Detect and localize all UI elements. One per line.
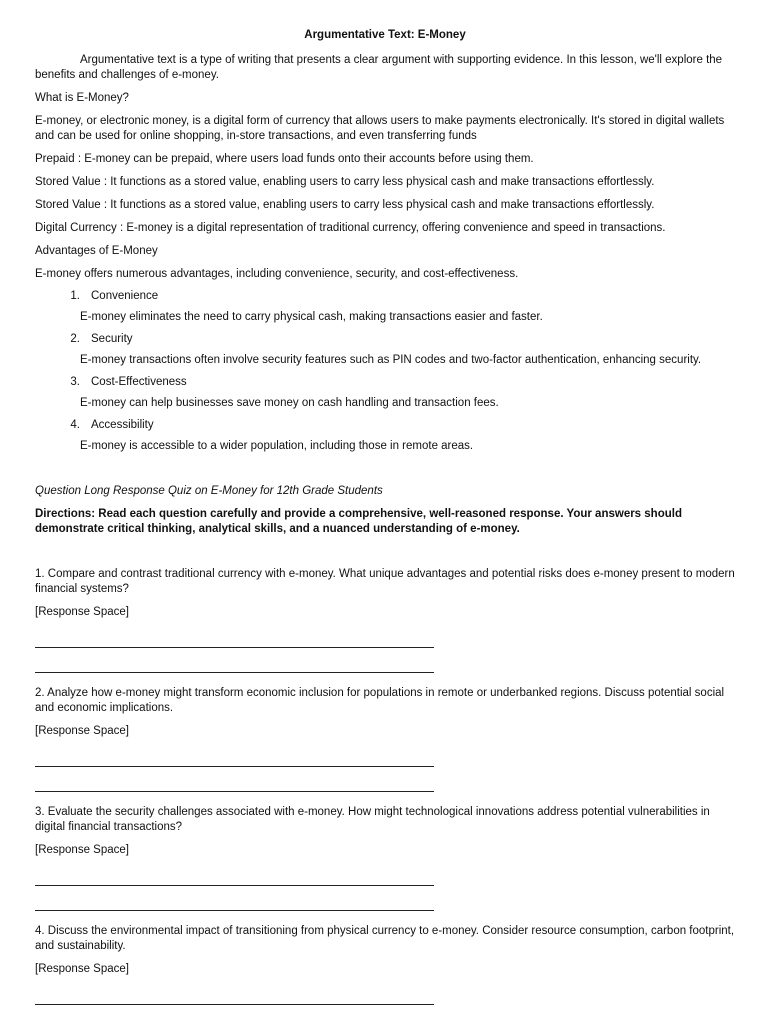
quiz-title: Question Long Response Quiz on E-Money for 12th Grade Students [35, 485, 383, 497]
question-block [35, 924, 735, 1005]
feature-stored-value-repeat: Stored Value : It functions as a stored value, enabling users to carry less physical cash and make transactions effortlessly. [35, 199, 655, 211]
question-text: 2. Analyze how e-money might transform economic inclusion for populations in remote or underbanked regions. Discuss potential social and economic implications. [35, 687, 725, 714]
answer-line[interactable] [35, 874, 434, 886]
advantage-description: E-money transactions often involve security features such as PIN codes and two-factor authentication, enhancing security. [80, 354, 702, 366]
advantage-item [35, 419, 735, 454]
question-block [35, 805, 735, 911]
question-text: 3. Evaluate the security challenges associated with e-money. How might technological innovations address potential vulnerabilities in digital financial transactions? [35, 806, 710, 833]
feature-digital-currency: Digital Currency : E-money is a digital representation of traditional currency, offering convenience and speed in transactions. [35, 222, 666, 234]
advantage-label: Convenience [91, 290, 159, 302]
quiz-directions: Directions: Read each question carefully and provide a comprehensive, well-reasoned response. Your answers should demonstrate critical thinking, analytical skills, and a nuanced understanding of e-money. [35, 508, 682, 535]
document-page [35, 28, 735, 1018]
definition-paragraph: E-money, or electronic money, is a digital form of currency that allows users to make payments electronically. It's stored in digital wallets and can be used for online shopping, in-store transactions, and even transferring funds [35, 115, 725, 142]
response-space-label: [Response Space] [35, 725, 129, 737]
question-text: 4. Discuss the environmental impact of transitioning from physical currency to e-money. Consider resource consumption, carbon footprint, and sustainability. [35, 925, 735, 952]
question-block [35, 567, 735, 673]
response-space-label: [Response Space] [35, 963, 129, 975]
advantage-item [35, 290, 735, 325]
answer-line[interactable] [35, 780, 434, 792]
advantage-label: Cost-Effectiveness [91, 376, 187, 388]
feature-stored-value: Stored Value : It functions as a stored value, enabling users to carry less physical cash and make transactions effortlessly. [35, 176, 655, 188]
advantages-list [35, 290, 735, 454]
response-space-label: [Response Space] [35, 606, 129, 618]
response-space-label: [Response Space] [35, 844, 129, 856]
advantage-number: 2. [70, 333, 80, 345]
document-title: Argumentative Text: E-Money [304, 29, 466, 41]
question-text: 1. Compare and contrast traditional currency with e-money. What unique advantages and potential risks does e-money present to modern financial systems? [35, 568, 735, 595]
advantages-intro: E-money offers numerous advantages, including convenience, security, and cost-effectiveness. [35, 268, 519, 280]
advantage-description: E-money eliminates the need to carry physical cash, making transactions easier and faster. [80, 311, 543, 323]
what-is-heading: What is E-Money? [35, 92, 129, 104]
intro-paragraph: Argumentative text is a type of writing that presents a clear argument with supporting evidence. In this lesson, we'll explore the benefits and challenges of e-money. [35, 54, 723, 81]
answer-line[interactable] [35, 899, 434, 911]
advantages-heading: Advantages of E-Money [35, 245, 158, 257]
advantage-number: 1. [70, 290, 80, 302]
advantage-number: 4. [70, 419, 80, 431]
advantage-number: 3. [70, 376, 80, 388]
question-block [35, 686, 735, 792]
advantage-label: Security [91, 333, 133, 345]
advantage-label: Accessibility [91, 419, 154, 431]
answer-line[interactable] [35, 636, 434, 648]
feature-prepaid: Prepaid : E-money can be prepaid, where users load funds onto their accounts before using them. [35, 153, 534, 165]
advantage-description: E-money is accessible to a wider population, including those in remote areas. [80, 440, 474, 452]
answer-line[interactable] [35, 755, 434, 767]
answer-line[interactable] [35, 661, 434, 673]
advantage-item [35, 376, 735, 411]
advantage-item [35, 333, 735, 368]
advantage-description: E-money can help businesses save money on cash handling and transaction fees. [80, 397, 499, 409]
answer-line[interactable] [35, 993, 434, 1005]
